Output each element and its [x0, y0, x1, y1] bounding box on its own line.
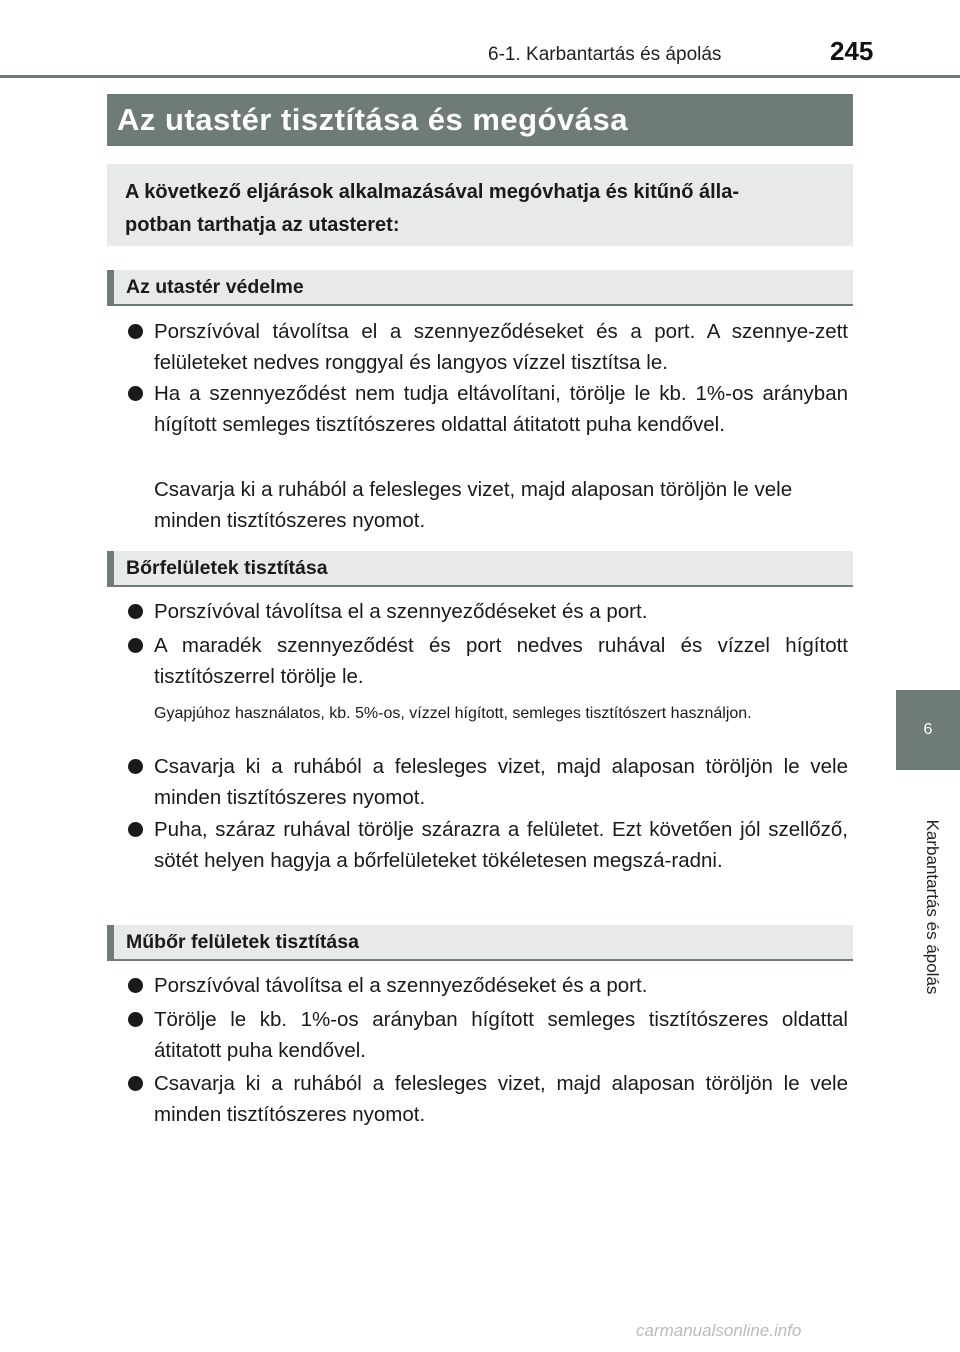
bullet-icon — [128, 386, 143, 401]
chapter-tab-label: Karbantartás és ápolás — [923, 819, 942, 995]
list-item-text: Csavarja ki a ruhából a felesleges vizet, majd alaposan töröljön le vele minden tisztítószeres nyomot. — [154, 1072, 848, 1126]
page-title: Az utastér tisztítása és megóvása — [107, 94, 853, 146]
section-heading-leather-cleaning: Bőrfelületek tisztítása — [107, 551, 853, 587]
page-number: 245 — [830, 36, 874, 66]
list-item-text: Ha a szennyeződést nem tudja eltávolítani, törölje le kb. 1%-os arányban hígított semleges tisztítószeres oldattal átitatott puha kendővel. — [154, 382, 848, 436]
bullet-icon — [128, 638, 143, 653]
bullet-icon — [128, 978, 143, 993]
paragraph: Csavarja ki a ruhából a felesleges vizet, majd alaposan töröljön le vele minden tisztítószeres nyomot. — [154, 478, 793, 532]
list-item — [128, 596, 848, 627]
list-item-text: Törölje le kb. 1%-os arányban hígított semleges tisztítószeres oldattal átitatott puha kendővel. — [154, 1008, 848, 1062]
note-text: Gyapjúhoz használatos, kb. 5%-os, vízzel hígított, semleges tisztítószert használjon. — [154, 705, 752, 722]
list-item-text: Puha, száraz ruhával törölje szárazra a felületet. Ezt követően jól szellőző, sötét helyen hagyja a bőrfelületeket tökéletesen megszá-radni. — [154, 818, 848, 872]
intro-line-1: A következő eljárások alkalmazásával megóvhatja és kitűnő álla- — [125, 181, 739, 203]
list-item-text: Porszívóval távolítsa el a szennyeződéseket és a port. A szennye-zett felületeket nedves ronggyal és langyos vízzel tisztítsa le. — [154, 320, 848, 374]
list-item — [128, 814, 848, 876]
intro-line-2: potban tarthatja az utasteret: — [125, 214, 400, 236]
section-heading-artificial-leather: Műbőr felületek tisztítása — [107, 925, 853, 961]
running-header-section: 6-1. Karbantartás és ápolás — [488, 44, 722, 65]
list-item — [128, 316, 848, 378]
watermark-footer: carmanualsonline.info — [636, 1321, 802, 1340]
section-heading-interior-protection: Az utastér védelme — [107, 270, 853, 306]
chapter-tab: 6 — [896, 690, 960, 770]
list-item — [128, 970, 848, 1001]
intro-box — [107, 164, 853, 246]
list-item-text: Porszívóval távolítsa el a szennyeződéseket és a port. — [154, 600, 648, 623]
list-item — [128, 1004, 848, 1066]
bullet-icon — [128, 822, 143, 837]
list-item — [128, 630, 848, 692]
list-item — [128, 378, 848, 440]
bullet-icon — [128, 604, 143, 619]
list-item-text: Porszívóval távolítsa el a szennyeződéseket és a port. — [154, 974, 648, 997]
list-item — [128, 1068, 848, 1130]
header-divider — [0, 75, 960, 78]
bullet-icon — [128, 1076, 143, 1091]
bullet-icon — [128, 759, 143, 774]
list-item — [128, 751, 848, 813]
bullet-icon — [128, 324, 143, 339]
list-item-text: A maradék szennyeződést és port nedves ruhával és vízzel hígított tisztítószerrel törölje le. — [154, 634, 848, 688]
list-item-text: Csavarja ki a ruhából a felesleges vizet, majd alaposan töröljön le vele minden tisztítószeres nyomot. — [154, 755, 848, 809]
bullet-icon — [128, 1012, 143, 1027]
